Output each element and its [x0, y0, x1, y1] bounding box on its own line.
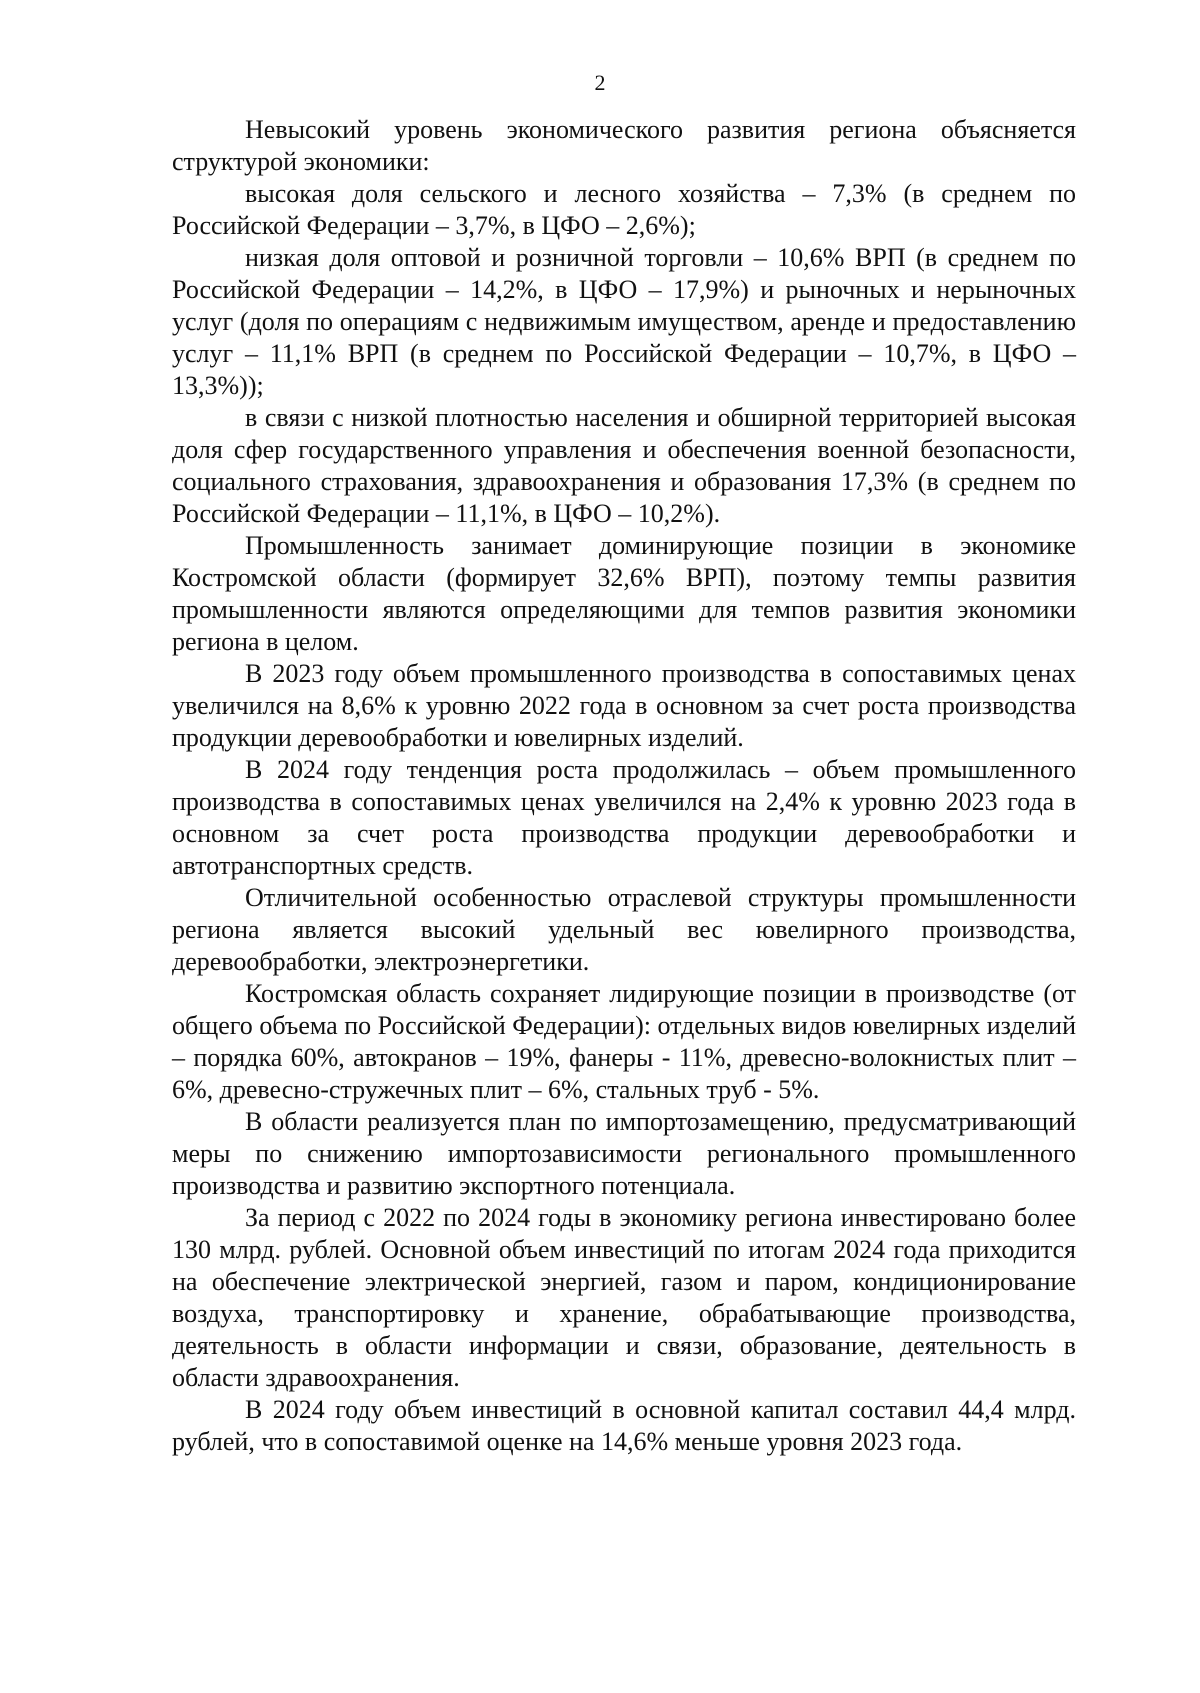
paragraph: в связи с низкой плотностью населения и обширной территорией высокая доля сфер государственного управления и обеспечения военной безопасности, социального страхования, здравоохранения и образования 17,3% (в среднем по Российской Федерации – 11,1%, в ЦФО – 10,2%). — [172, 403, 1076, 528]
paragraph: Костромская область сохраняет лидирующие позиции в производстве (от общего объема по Российской Федерации): отдельных видов ювелирных изделий – порядка 60%, автокранов – 19%, фанеры - 11%, древесно-волокнистых плит – 6%, древесно-стружечных плит – 6%, стальных труб - 5%. — [172, 979, 1076, 1104]
paragraph: За период с 2022 по 2024 годы в экономику региона инвестировано более 130 млрд. рублей. Основной объем инвестиций по итогам 2024 года приходится на обеспечение электрической энергией, газом и паром, кондиционирование воздуха, транспортировку и хранение, обрабатывающие производства, деятельность в области информации и связи, образование, деятельность в области здравоохранения. — [172, 1203, 1076, 1392]
paragraph: В 2024 году объем инвестиций в основной капитал составил 44,4 млрд. рублей, что в сопоставимой оценке на 14,6% меньше уровня 2023 года. — [172, 1395, 1076, 1456]
paragraph: низкая доля оптовой и розничной торговли – 10,6% ВРП (в среднем по Российской Федерации – 14,2%, в ЦФО – 17,9%) и рыночных и нерыночных услуг (доля по операциям с недвижимым имуществом, аренде и предоставлению услуг – 11,1% ВРП (в среднем по Российской Федерации – 10,7%, в ЦФО – 13,3%)); — [172, 243, 1076, 400]
paragraph: В области реализуется план по импортозамещению, предусматривающий меры по снижению импортозависимости регионального промышленного производства и развитию экспортного потенциала. — [172, 1107, 1076, 1200]
page-number: 2 — [594, 70, 606, 95]
paragraph: Невысокий уровень экономического развития региона объясняется структурой экономики: — [172, 115, 1076, 176]
document-body — [172, 114, 1076, 1458]
paragraph: Отличительной особенностью отраслевой структуры промышленности региона является высокий удельный вес ювелирного производства, деревообработки, электроэнергетики. — [172, 883, 1076, 976]
paragraph: В 2024 году тенденция роста продолжилась – объем промышленного производства в сопоставимых ценах увеличился на 2,4% к уровню 2023 года в основном за счет роста производства продукции деревообработки и автотранспортных средств. — [172, 755, 1076, 880]
paragraph: Промышленность занимает доминирующие позиции в экономике Костромской области (формирует 32,6% ВРП), поэтому темпы развития промышленности являются определяющими для темпов развития экономики региона в целом. — [172, 531, 1076, 656]
paragraph: В 2023 году объем промышленного производства в сопоставимых ценах увеличился на 8,6% к уровню 2022 года в основном за счет роста производства продукции деревообработки и ювелирных изделий. — [172, 659, 1076, 752]
paragraph: высокая доля сельского и лесного хозяйства – 7,3% (в среднем по Российской Федерации – 3,7%, в ЦФО – 2,6%); — [172, 179, 1076, 240]
